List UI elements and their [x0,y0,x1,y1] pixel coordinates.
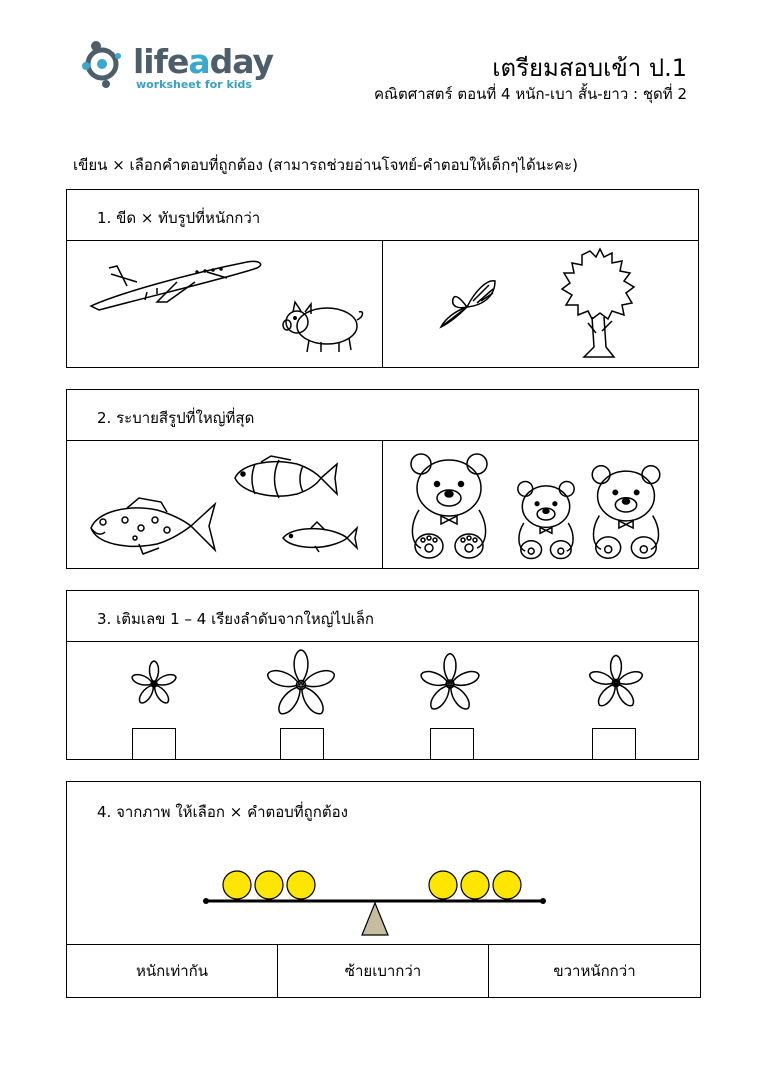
pig-icon[interactable] [281,294,365,354]
teddy-bear-icon-large[interactable] [407,452,491,560]
butterfly-icon[interactable] [437,277,499,331]
question-2-label: 2. ระบายสีรูปที่ใหญ่ที่สุด [97,409,255,427]
answer-options-row [67,944,700,997]
question-4-box [66,781,701,998]
question-4-label: 4. จากภาพ ให้เลือก × คำตอบที่ถูกต้อง [97,803,348,821]
flower-icon-3 [417,651,483,717]
answer-box-1[interactable] [132,728,176,760]
question-1-header [67,190,698,241]
teddy-bear-icon-medium[interactable] [587,464,665,560]
fish-icon-small[interactable] [281,520,359,554]
question-2-header [67,390,698,441]
logo-subtitle: worksheet for kids [136,78,252,91]
fish-icon-medium[interactable] [231,454,341,504]
column-divider [382,241,383,367]
option-equal-weight[interactable]: หนักเท่ากัน [67,945,278,997]
flower-icon-4 [586,653,646,713]
airplane-icon[interactable] [87,252,267,312]
option-right-heavier[interactable]: ขวาหนักกว่า [553,962,636,980]
teddy-bear-icon-small[interactable] [512,480,580,560]
answer-box-3[interactable] [430,728,474,760]
option-left-lighter[interactable]: ซ้ายเบากว่า [278,945,489,997]
page-title: เตรียมสอบเข้า ป.1 [492,54,687,82]
balance-scale-icon [202,870,547,936]
page-subtitle: คณิตศาสตร์ ตอนที่ 4 หนัก-เบา สั้น-ยาว : ชุดที่ 2 [374,85,687,103]
question-1-box [66,189,699,368]
logo-icon [82,40,132,90]
question-2-box [66,389,699,569]
column-divider [382,441,383,568]
logo-wordmark: lifeaday [133,42,274,81]
answer-box-2[interactable] [280,728,324,760]
question-1-label: 1. ขีด × ทับรูปที่หนักกว่า [97,209,261,227]
question-3-header [67,591,698,642]
flower-icon-1 [129,659,179,709]
instruction-text: เขียน × เลือกคำตอบที่ถูกต้อง (สามารถช่วยอ่านโจทย์-คำตอบให้เด็กๆได้นะคะ) [73,156,578,174]
question-3-box [66,590,699,760]
answer-box-4[interactable] [592,728,636,760]
fish-icon-large[interactable] [87,498,219,556]
question-3-label: 3. เติมเลข 1 – 4 เรียงลำดับจากใหญ่ไปเล็ก [97,610,374,628]
tree-icon[interactable] [560,247,636,361]
flower-icon-2 [261,647,341,723]
